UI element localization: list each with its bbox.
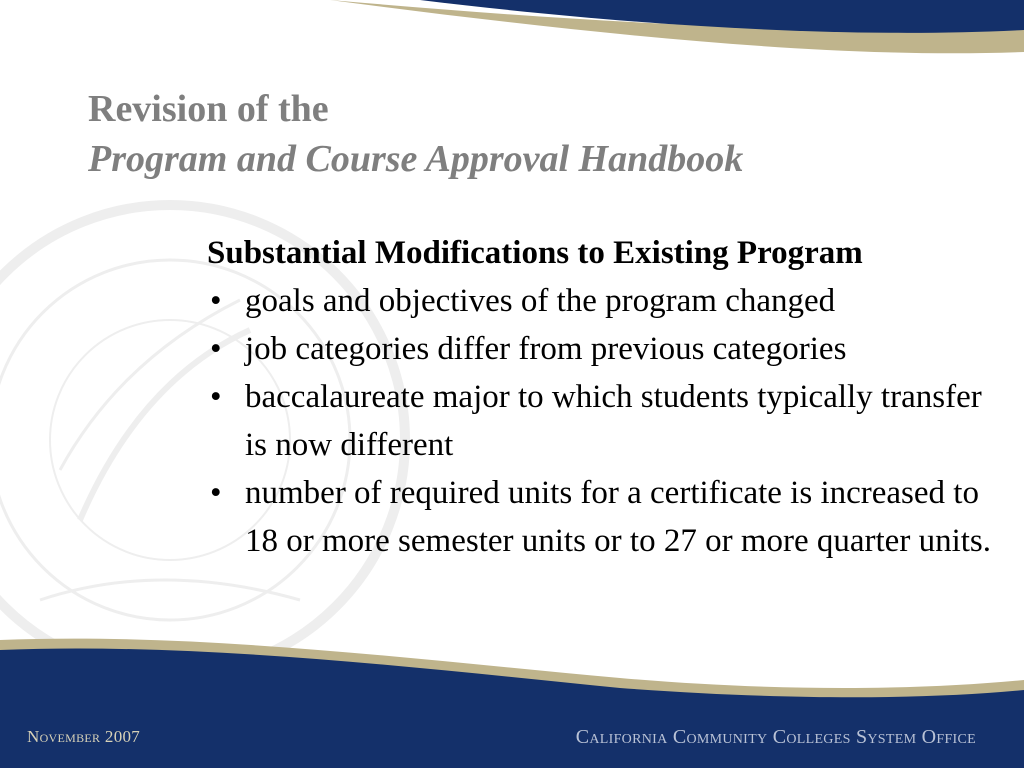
- title-line-1: Revision of the: [88, 88, 329, 130]
- bullet-marker: •: [210, 475, 222, 511]
- bullet-list: [207, 277, 1007, 565]
- bottom-navy-band: [0, 649, 1024, 768]
- bullet-text: job categories differ from previous categories: [245, 331, 847, 367]
- footer-organization: California Community Colleges System Office: [575, 726, 976, 748]
- bullet-text: baccalaureate major to which students typically transfer is now different: [245, 379, 982, 463]
- bullet-marker: •: [210, 379, 222, 415]
- slide-body: [207, 229, 1007, 565]
- bullet-item: [207, 325, 1007, 373]
- bullet-marker: •: [210, 331, 222, 367]
- bullet-item: [207, 469, 1007, 565]
- bullet-text: goals and objectives of the program changed: [245, 283, 836, 319]
- section-heading: Substantial Modifications to Existing Program: [207, 235, 863, 271]
- title-line-2: Program and Course Approval Handbook: [88, 138, 744, 180]
- slide-title: [88, 84, 743, 184]
- bullet-marker: •: [210, 283, 222, 319]
- footer-date: November 2007: [27, 727, 141, 746]
- bullet-item: [207, 277, 1007, 325]
- bullet-item: [207, 373, 1007, 469]
- bullet-text: number of required units for a certificate is increased to 18 or more semester units or to 27 or more quarter units.: [245, 475, 991, 559]
